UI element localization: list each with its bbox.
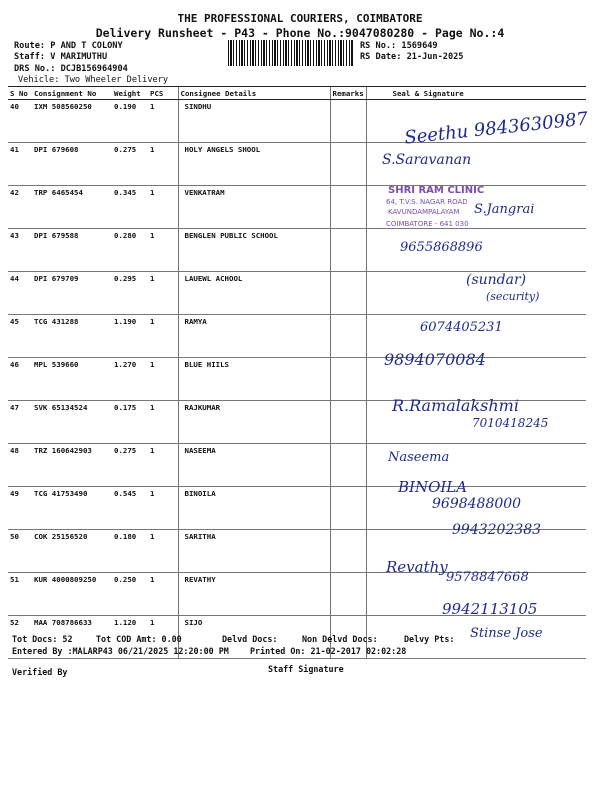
row-consignment: KUR 4000809250: [32, 573, 112, 616]
clinic-stamp-address: 64, T.V.S. NAGAR ROAD: [386, 198, 468, 206]
row-pcs: 1: [148, 616, 178, 659]
row-weight: 0.345: [112, 186, 148, 229]
handwritten-signature: Naseema: [388, 450, 450, 465]
row-consignment: MPL 539660: [32, 358, 112, 401]
row-weight: 0.175: [112, 401, 148, 444]
row-weight: 0.280: [112, 229, 148, 272]
company-title: THE PROFESSIONAL COURIERS, COIMBATORE: [177, 12, 423, 25]
row-sno: 49: [8, 487, 32, 530]
row-remarks: [330, 315, 366, 358]
row-sno: 44: [8, 272, 32, 315]
row-sno: 45: [8, 315, 32, 358]
barcode: [228, 40, 353, 66]
row-consignee: LAUEWL ACHOOL: [178, 272, 330, 315]
handwritten-signature: 9655868896: [400, 240, 483, 255]
handwritten-signature: S.Saravanan: [382, 152, 472, 168]
row-pcs: 1: [148, 272, 178, 315]
row-weight: 0.250: [112, 573, 148, 616]
handwritten-signature: S.Jangrai: [474, 202, 535, 217]
row-pcs: 1: [148, 401, 178, 444]
col-sno: S No: [8, 87, 32, 100]
handwritten-signature: 9942113105: [442, 600, 538, 618]
handwritten-signature: (sundar): [466, 272, 527, 288]
row-consignment: DPI 679608: [32, 143, 112, 186]
row-pcs: 1: [148, 573, 178, 616]
row-weight: 0.275: [112, 143, 148, 186]
row-sno: 48: [8, 444, 32, 487]
row-consignment: MAA 708786633: [32, 616, 112, 659]
col-seal: Seal & Signature: [366, 87, 586, 100]
total-cod-amount: Tot COD Amt: 0.00: [96, 634, 182, 644]
vehicle-label: Vehicle: Two Wheeler Delivery: [18, 75, 169, 85]
row-consignee: SARITHA: [178, 530, 330, 573]
row-consignment: DPI 679588: [32, 229, 112, 272]
verified-by-label: Verified By: [12, 667, 68, 677]
handwritten-signature: R.Ramalakshmi: [392, 396, 519, 415]
delivery-points: Delvy Pts:: [404, 634, 455, 644]
row-consignee: BENGLEN PUBLIC SCHOOL: [178, 229, 330, 272]
handwritten-signature: 9578847668: [446, 570, 529, 585]
total-docs: Tot Docs: 52: [12, 634, 73, 644]
runsheet-title: Delivery Runsheet - P43 - Phone No.:9047080280 - Page No.:4: [95, 26, 505, 40]
clinic-stamp-area: KAVUNDAMPALAYAM: [388, 208, 460, 216]
route-label: Route: P AND T COLONY: [14, 41, 123, 51]
row-consignee: SIJO: [178, 616, 330, 659]
row-weight: 1.190: [112, 315, 148, 358]
row-weight: 0.295: [112, 272, 148, 315]
row-weight: 1.270: [112, 358, 148, 401]
col-weight: Weight: [112, 87, 148, 100]
row-remarks: [330, 186, 366, 229]
table-row: [8, 358, 586, 401]
row-sno: 47: [8, 401, 32, 444]
row-consignment: DPI 679709: [32, 272, 112, 315]
handwritten-signature: (security): [486, 290, 540, 303]
row-consignee: RAMYA: [178, 315, 330, 358]
row-consignment: SVK 65134524: [32, 401, 112, 444]
table-row: [8, 444, 586, 487]
row-consignee: BINOILA: [178, 487, 330, 530]
row-pcs: 1: [148, 487, 178, 530]
row-weight: 0.275: [112, 444, 148, 487]
rs-date: RS Date: 21-Jun-2025: [360, 52, 464, 62]
row-consignee: REVATHY: [178, 573, 330, 616]
row-sno: 50: [8, 530, 32, 573]
row-pcs: 1: [148, 143, 178, 186]
delivered-docs: Delvd Docs:: [222, 634, 278, 644]
handwritten-signature: 9943202383: [452, 522, 542, 538]
row-pcs: 1: [148, 229, 178, 272]
handwritten-signature: Revathy: [386, 558, 448, 576]
row-remarks: [330, 100, 366, 143]
row-weight: 0.545: [112, 487, 148, 530]
row-sno: 51: [8, 573, 32, 616]
row-remarks: [330, 444, 366, 487]
row-consignment: TRZ 160642903: [32, 444, 112, 487]
row-sno: 41: [8, 143, 32, 186]
col-consignee: Consignee Details: [178, 87, 330, 100]
row-consignee: NASEEMA: [178, 444, 330, 487]
row-remarks: [330, 229, 366, 272]
row-consignment: IXM 508560250: [32, 100, 112, 143]
row-pcs: 1: [148, 186, 178, 229]
row-remarks: [330, 487, 366, 530]
row-pcs: 1: [148, 315, 178, 358]
row-consignment: TCG 41753490: [32, 487, 112, 530]
handwritten-signature: BINOILA: [398, 478, 468, 496]
row-weight: 1.120: [112, 616, 148, 659]
row-sno: 40: [8, 100, 32, 143]
rs-number: RS No.: 1569649: [360, 41, 438, 51]
row-consignee: BLUE HIILS: [178, 358, 330, 401]
row-weight: 0.180: [112, 530, 148, 573]
col-remarks: Remarks: [330, 87, 366, 100]
drs-number: DRS No.: DCJB156964904: [14, 64, 128, 74]
row-pcs: 1: [148, 444, 178, 487]
row-remarks: [330, 530, 366, 573]
row-consignment: COK 25156520: [32, 530, 112, 573]
handwritten-signature: 9698488000: [432, 496, 522, 512]
col-consignment: Consignment No: [32, 87, 112, 100]
row-pcs: 1: [148, 358, 178, 401]
row-sno: 46: [8, 358, 32, 401]
row-remarks: [330, 143, 366, 186]
row-consignee: HOLY ANGELS SHOOL: [178, 143, 330, 186]
col-pcs: PCS: [148, 87, 178, 100]
row-sno: 52: [8, 616, 32, 659]
row-remarks: [330, 272, 366, 315]
printed-on: Printed On: 21-02-2017 02:02:28: [250, 646, 407, 656]
handwritten-signature: 7010418245: [472, 416, 549, 430]
staff-label: Staff: V MARIMUTHU: [14, 52, 108, 62]
handwritten-signature: 9894070084: [384, 350, 486, 369]
table-row: [8, 229, 586, 272]
staff-signature-label: Staff Signature: [268, 664, 344, 674]
clinic-stamp-city: COIMBATORE - 641 030: [386, 220, 469, 228]
row-sno: 42: [8, 186, 32, 229]
row-consignment: TRP 6465454: [32, 186, 112, 229]
row-consignee: SINDHU: [178, 100, 330, 143]
row-consignee: RAJKUMAR: [178, 401, 330, 444]
non-delivered-docs: Non Delvd Docs:: [302, 634, 378, 644]
entered-by: Entered By :MALARP43 06/21/2025 12:20:00 PM: [12, 646, 229, 656]
row-remarks: [330, 401, 366, 444]
clinic-stamp-name: SHRI RAM CLINIC: [388, 185, 485, 196]
row-remarks: [330, 358, 366, 401]
handwritten-signature: Seethu 9843630987: [403, 108, 589, 149]
row-sno: 43: [8, 229, 32, 272]
table-header-row: [8, 87, 586, 100]
row-consignment: TCG 431288: [32, 315, 112, 358]
row-consignee: VENKATRAM: [178, 186, 330, 229]
handwritten-signature: Stinse Jose: [470, 626, 543, 641]
handwritten-signature: 6074405231: [420, 320, 503, 335]
row-weight: 0.190: [112, 100, 148, 143]
row-remarks: [330, 573, 366, 616]
table-row: [8, 143, 586, 186]
row-pcs: 1: [148, 530, 178, 573]
row-pcs: 1: [148, 100, 178, 143]
